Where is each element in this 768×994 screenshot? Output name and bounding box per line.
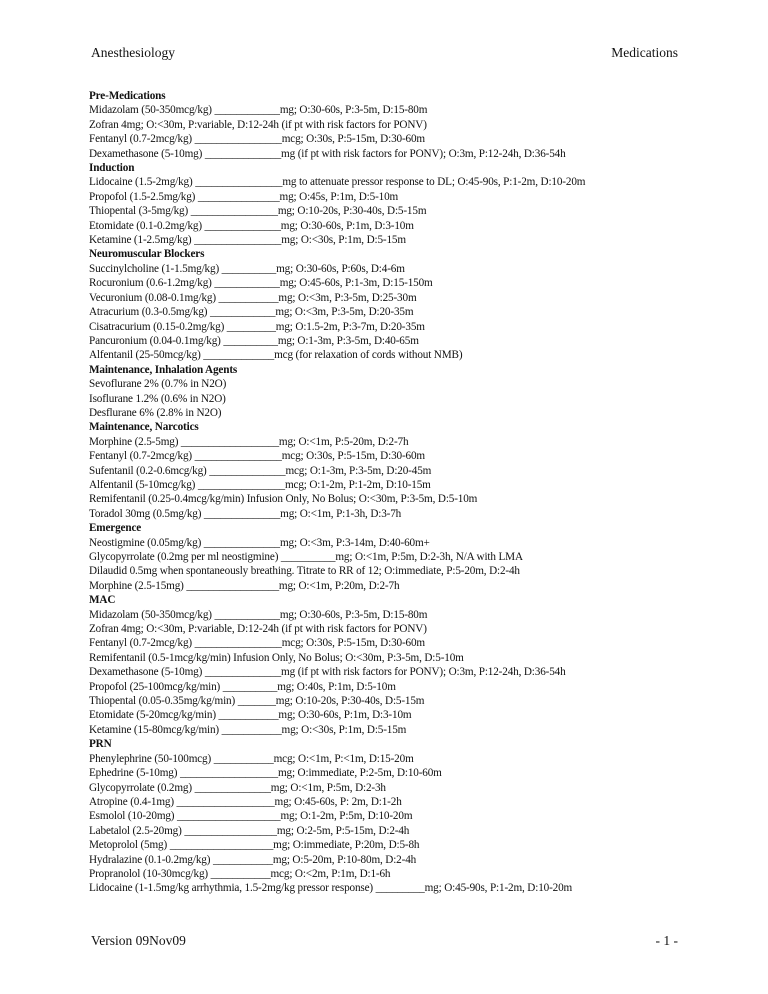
medication-line: Toradol 30mg (0.5mg/kg) ______________mg; O:<1m, P:1-3h, D:3-7h [89, 507, 402, 520]
medication-line: Lidocaine (1.5-2mg/kg) ________________mg to attenuate pressor response to DL; O:45-90s, P:1-2m, D:10-20m [89, 176, 586, 189]
medication-line: Fentanyl (0.7-2mcg/kg) ________________mcg; O:30s, P:5-15m, D:30-60m [89, 133, 425, 146]
medication-line: Ketamine (1-2.5mg/kg) ________________mg; O:<30s, P:1m, D:5-15m [89, 234, 406, 247]
medication-line: Neostigmine (0.05mg/kg) ______________mg; O:<3m, P:3-14m, D:40-60m+ [89, 536, 430, 549]
section-heading: Induction [89, 162, 135, 175]
medication-line: Isoflurane 1.2% (0.6% in N2O) [89, 392, 226, 405]
medication-line: Midazolam (50-350mcg/kg) ____________mg; O:30-60s, P:3-5m, D:15-80m [89, 104, 428, 117]
medication-line: Dilaudid 0.5mg when spontaneously breathing. Titrate to RR of 12; O:immediate, P:5-20m, D:2-4h [89, 565, 520, 578]
medication-line: Alfentanil (25-50mcg/kg) _____________mcg (for relaxation of cords without NMB) [89, 349, 463, 362]
medication-line: Midazolam (50-350mcg/kg) ____________mg; O:30-60s, P:3-5m, D:15-80m [89, 608, 428, 621]
medication-line: Etomidate (0.1-0.2mg/kg) ______________mg; O:30-60s, P:1m, D:3-10m [89, 219, 414, 232]
section-heading: Emergence [89, 522, 142, 535]
header-department: Anesthesiology [91, 45, 175, 60]
medication-line: Labetalol (2.5-20mg) _________________mg; O:2-5m, P:5-15m, D:2-4h [89, 824, 410, 837]
medication-line: Glycopyrrolate (0.2mg) ______________mg; O:<1m, P:5m, D:2-3h [89, 781, 386, 794]
medication-line: Vecuronium (0.08-0.1mg/kg) ___________mg; O:<3m, P:3-5m, D:25-30m [89, 291, 417, 304]
medication-list [89, 89, 689, 896]
section-heading: PRN [89, 738, 112, 751]
medication-line: Sevoflurane 2% (0.7% in N2O) [89, 378, 227, 391]
page-footer [91, 933, 678, 949]
medication-line: Etomidate (5-20mcg/kg/min) ___________mg; O:30-60s, P:1m, D:3-10m [89, 709, 412, 722]
medication-line: Atracurium (0.3-0.5mg/kg) ____________mg; O:<3m, P:3-5m, D:20-35m [89, 306, 414, 319]
header-section: Medications [611, 45, 678, 60]
page-header [91, 45, 678, 61]
medication-line: Alfentanil (5-10mcg/kg) ________________mcg; O:1-2m, P:1-2m, D:10-15m [89, 478, 431, 491]
medication-line: Cisatracurium (0.15-0.2mg/kg) _________mg; O:1.5-2m, P:3-7m, D:20-35m [89, 320, 425, 333]
medication-line: Rocuronium (0.6-1.2mg/kg) ____________mg; O:45-60s, P:1-3m, D:15-150m [89, 277, 433, 290]
medication-line: Thiopental (0.05-0.35mg/kg/min) _______mg; O:10-20s, P:30-40s, D:5-15m [89, 695, 425, 708]
medication-line: Succinylcholine (1-1.5mg/kg) __________mg; O:30-60s, P:60s, D:4-6m [89, 262, 405, 275]
medication-line: Zofran 4mg; O:<30m, P:variable, D:12-24h (if pt with risk factors for PONV) [89, 623, 427, 636]
section-heading: Pre-Medications [89, 90, 166, 102]
medication-line: Hydralazine (0.1-0.2mg/kg) ___________mg; O:5-20m, P:10-80m, D:2-4h [89, 853, 417, 866]
medication-line: Propofol (1.5-2.5mg/kg) _______________mg; O:45s, P:1m, D:5-10m [89, 190, 399, 203]
section-heading: Maintenance, Narcotics [89, 421, 199, 434]
medication-line: Propofol (25-100mcg/kg/min) __________mg; O:40s, P:1m, D:5-10m [89, 680, 396, 693]
medication-line: Metoprolol (5mg) ___________________mg; O:immediate, P:20m, D:5-8h [89, 839, 420, 852]
section-heading: Neuromuscular Blockers [89, 248, 205, 261]
medication-line: Thiopental (3-5mg/kg) ________________mg; O:10-20s, P:30-40s, D:5-15m [89, 205, 427, 218]
medication-line: Dexamethasone (5-10mg) ______________mg (if pt with risk factors for PONV); O:3m, P:12-24h, D:36-54h [89, 147, 566, 160]
section-heading: Maintenance, Inhalation Agents [89, 363, 238, 376]
medication-line: Propranolol (10-30mcg/kg) ___________mcg; O:<2m, P:1m, D:1-6h [89, 867, 391, 880]
medication-line: Atropine (0.4-1mg) __________________mg; O:45-60s, P: 2m, D:1-2h [89, 795, 402, 808]
medication-line: Fentanyl (0.7-2mcg/kg) ________________mcg; O:30s, P:5-15m, D:30-60m [89, 450, 425, 463]
medication-line: Remifentanil (0.25-0.4mcg/kg/min) Infusion Only, No Bolus; O:<30m, P:3-5m, D:5-10m [89, 493, 478, 506]
medication-line: Desflurane 6% (2.8% in N2O) [89, 406, 222, 419]
medication-line: Phenylephrine (50-100mcg) ___________mcg; O:<1m, P:<1m, D:15-20m [89, 752, 414, 765]
medication-line: Morphine (2.5-15mg) _________________mg; O:<1m, P:20m, D:2-7h [89, 579, 400, 592]
footer-version: Version 09Nov09 [91, 933, 186, 948]
medication-line: Esmolol (10-20mg) ___________________mg; O:1-2m, P:5m, D:10-20m [89, 810, 413, 823]
medication-line: Pancuronium (0.04-0.1mg/kg) __________mg; O:1-3m, P:3-5m, D:40-65m [89, 334, 419, 347]
medication-line: Dexamethasone (5-10mg) ______________mg (if pt with risk factors for PONV); O:3m, P:12-24h, D:36-54h [89, 666, 566, 679]
medication-line: Remifentanil (0.5-1mcg/kg/min) Infusion Only, No Bolus; O:<30m, P:3-5m, D:5-10m [89, 651, 464, 664]
page-number: - 1 - [655, 933, 678, 948]
medication-line: Sufentanil (0.2-0.6mcg/kg) ______________mcg; O:1-3m, P:3-5m, D:20-45m [89, 464, 432, 477]
medication-line: Glycopyrrolate (0.2mg per ml neostigmine) __________mg; O:<1m, P:5m, D:2-3h, N/A with LMA [89, 551, 523, 563]
medication-line: Ephedrine (5-10mg) __________________mg; O:immediate, P:2-5m, D:10-60m [89, 767, 442, 780]
medication-line: Ketamine (15-80mcg/kg/min) ___________mg; O:<30s, P:1m, D:5-15m [89, 723, 407, 736]
section-heading: MAC [89, 594, 116, 607]
medication-line: Lidocaine (1-1.5mg/kg arrhythmia, 1.5-2mg/kg pressor response) _________mg; O:45-90s, P:1-2m, D:10-20m [89, 882, 573, 895]
medication-line: Morphine (2.5-5mg) __________________mg; O:<1m, P:5-20m, D:2-7h [89, 435, 409, 448]
medication-line: Zofran 4mg; O:<30m, P:variable, D:12-24h (if pt with risk factors for PONV) [89, 118, 427, 131]
medication-line: Fentanyl (0.7-2mcg/kg) ________________mcg; O:30s, P:5-15m, D:30-60m [89, 637, 425, 650]
